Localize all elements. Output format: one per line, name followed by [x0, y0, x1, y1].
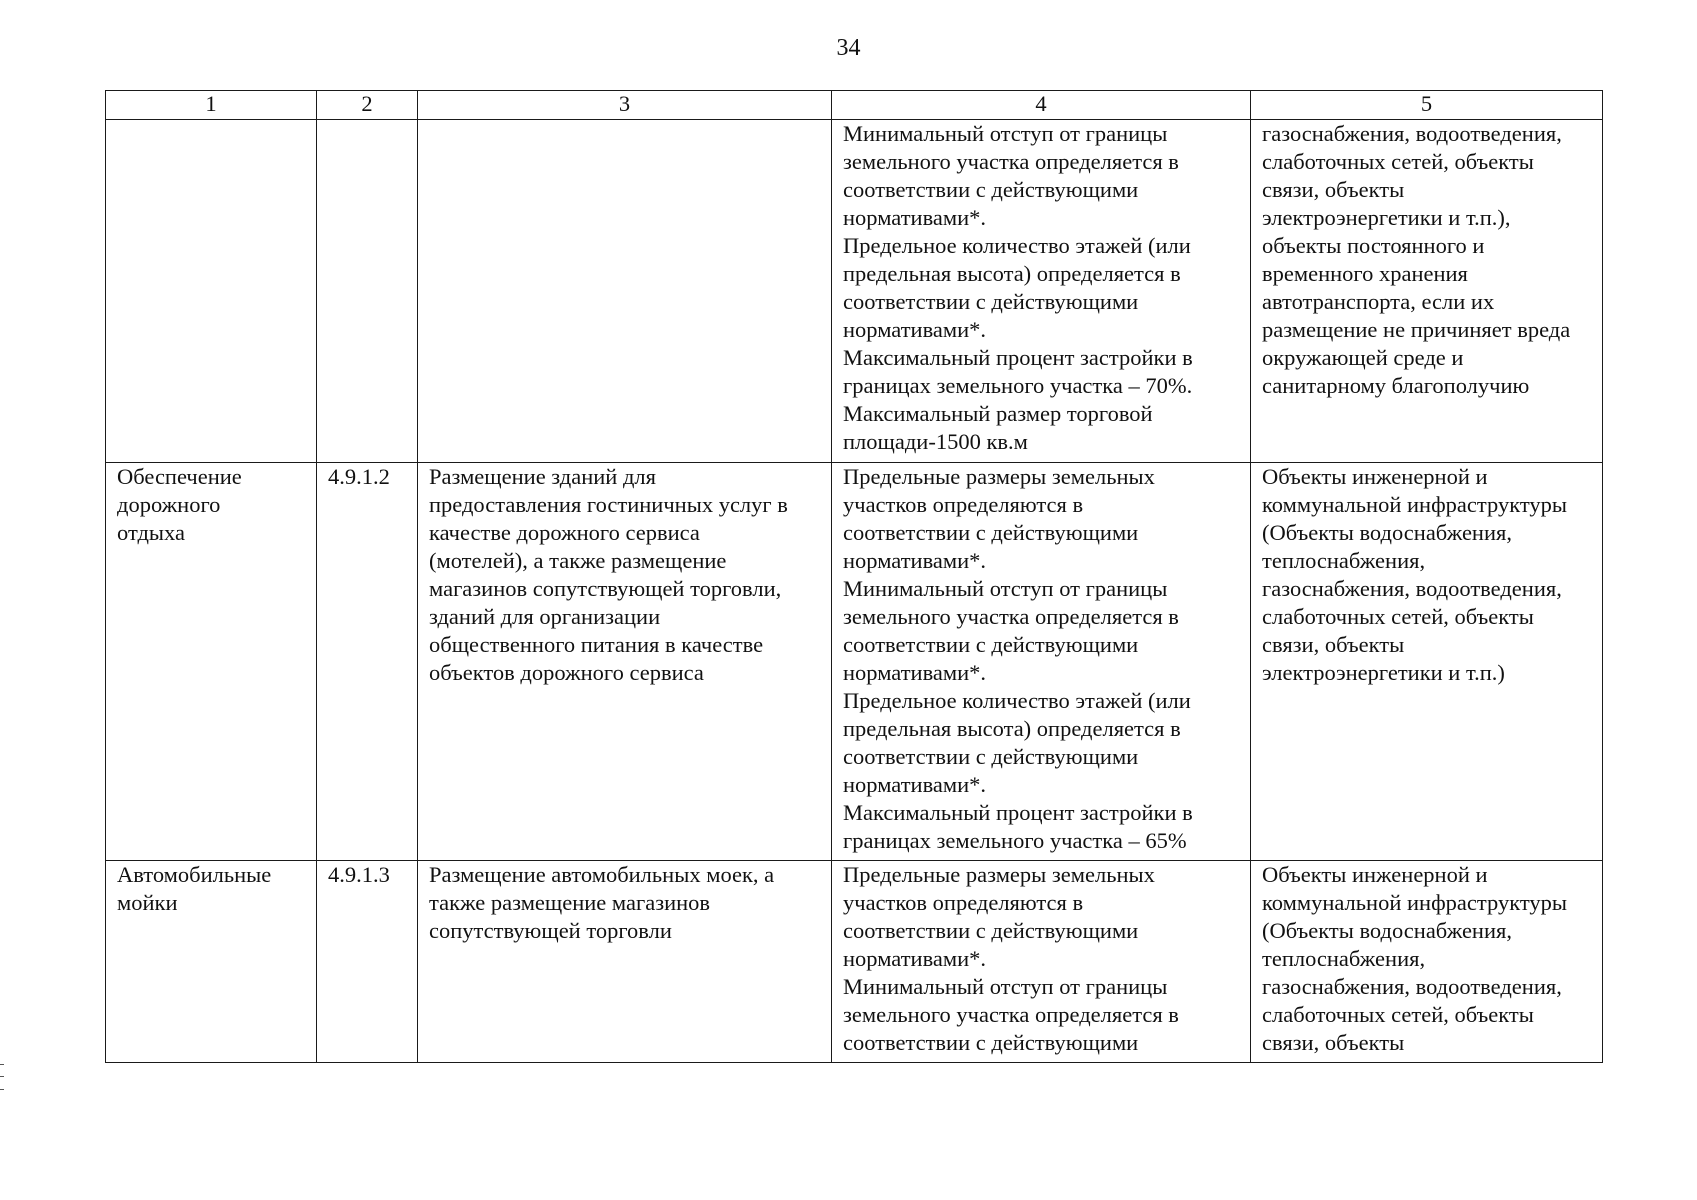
column-header: 2 — [317, 91, 418, 120]
use-code: 4.9.1.3 — [328, 862, 390, 887]
parameters-cell — [832, 861, 1251, 1063]
auxiliary-text: газоснабжения, водоотведения, слаботочных сетей, объекты связи, объекты электроэнергетики и т.п.), объекты постоянного и временного хранения автотранспорта, если их размещение не причиняет вреда окружающей среде и санитарному благополучию — [1262, 121, 1571, 398]
column-header: 1 — [106, 91, 317, 120]
use-name: Автомобильные мойки — [117, 862, 272, 915]
parameters-cell — [832, 463, 1251, 861]
column-header: 4 — [832, 91, 1251, 120]
use-code-cell — [317, 861, 418, 1063]
column-header: 5 — [1251, 91, 1603, 120]
use-description-cell — [418, 463, 832, 861]
use-code: 4.9.1.2 — [328, 464, 390, 489]
use-name-cell — [106, 861, 317, 1063]
table-row — [106, 861, 1603, 1063]
use-name-cell — [106, 463, 317, 861]
use-code-cell — [317, 463, 418, 861]
auxiliary-cell — [1251, 463, 1603, 861]
use-name: Обеспечение дорожного отдыха — [117, 464, 242, 545]
use-description-cell — [418, 120, 832, 463]
table-row — [106, 463, 1603, 861]
parameters-cell — [832, 120, 1251, 463]
use-description: Размещение зданий для предоставления гостиничных услуг в качестве дорожного сервиса (мотелей), а также размещение магазинов сопутствующей торговли, зданий для организации общественного питания в качестве объектов дорожного сервиса — [429, 464, 788, 685]
table-row — [106, 120, 1603, 463]
scan-edge-mark — [0, 1064, 4, 1090]
use-code-cell — [317, 120, 418, 463]
parameters-text: Предельные размеры земельных участков определяются в соответствии с действующими нормативами*. Минимальный отступ от границы земельного участка определяется в соответствии с действующими — [843, 862, 1179, 1055]
page-number: 34 — [836, 35, 861, 61]
regulations-table — [105, 90, 1603, 1063]
column-header: 3 — [418, 91, 832, 120]
use-description: Размещение автомобильных моек, а также размещение магазинов сопутствующей торговли — [429, 862, 775, 943]
auxiliary-text: Объекты инженерной и коммунальной инфраструктуры (Объекты водоснабжения, теплоснабжения, газоснабжения, водоотведения, слаботочных сетей, объекты связи, объекты электроэнергетики и т.п.) — [1262, 464, 1567, 685]
parameters-text: Предельные размеры земельных участков определяются в соответствии с действующими нормативами*. Минимальный отступ от границы земельного участка определяется в соответствии с действующими нормативами*. Предельное количество этажей (или предельная высота) определяется в соответствии с действующими нормативами*. Максимальный процент застройки в границах земельного участка – 65% — [843, 464, 1193, 853]
parameters-text: Минимальный отступ от границы земельного участка определяется в соответствии с действующими нормативами*. Предельное количество этажей (или предельная высота) определяется в соответствии с действующими нормативами*. Максимальный процент застройки в границах земельного участка – 70%. Максимальный размер торговой площади-1500 кв.м — [843, 121, 1193, 454]
auxiliary-cell — [1251, 120, 1603, 463]
auxiliary-cell — [1251, 861, 1603, 1063]
table-header-row — [106, 91, 1603, 120]
auxiliary-text: Объекты инженерной и коммунальной инфраструктуры (Объекты водоснабжения, теплоснабжения, газоснабжения, водоотведения, слаботочных сетей, объекты связи, объекты — [1262, 862, 1567, 1055]
use-name-cell — [106, 120, 317, 463]
use-description-cell — [418, 861, 832, 1063]
